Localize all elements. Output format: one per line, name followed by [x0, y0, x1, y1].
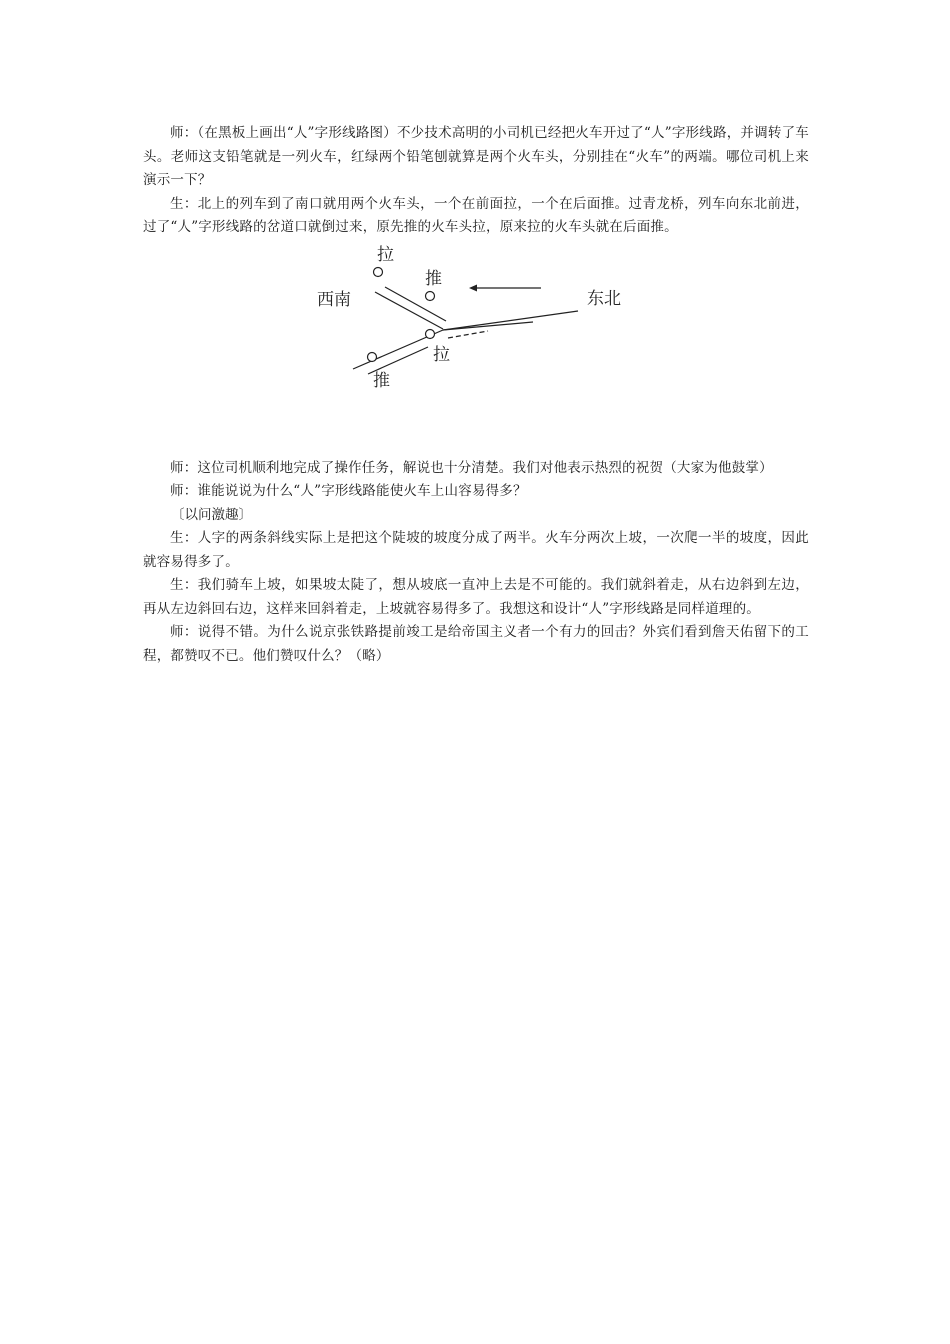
lower-pull-label: 拉: [433, 344, 450, 365]
upper-push-locomotive-icon: [426, 291, 435, 300]
railway-diagram-svg: [303, 242, 633, 442]
upper-branch-line-b: [385, 287, 446, 321]
document-page: [143, 122, 809, 668]
lower-push-locomotive-icon: [368, 352, 377, 361]
southwest-label: 西南: [317, 289, 351, 310]
trunk-dashed-line: [448, 331, 488, 338]
upper-pull-label: 拉: [377, 244, 394, 265]
paragraph-student-3: 生：我们骑车上坡，如果坡太陡了，想从坡底一直冲上去是不可能的。我们就斜着走，从右边斜到左边，再从左边斜回右边，这样来回斜着走，上坡就容易得多了。我想这和设计“人”字形线路是同样道理的。: [143, 577, 809, 617]
railway-diagram: [143, 242, 809, 452]
direction-arrowhead: [469, 284, 477, 291]
paragraph-teacher-2: 师：这位司机顺利地完成了操作任务，解说也十分清楚。我们对他表示热烈的祝贺（大家为他鼓掌）: [170, 459, 773, 476]
trunk-line: [443, 311, 578, 330]
lower-pull-locomotive-icon: [426, 329, 435, 338]
annotation-note: 〔以问激趣〕: [171, 506, 252, 523]
paragraph-teacher-4: 师：说得不错。为什么说京张铁路提前竣工是给帝国主义者一个有力的回击？外宾们看到詹天佑留下的工程，都赞叹不已。他们赞叹什么？（略）: [143, 624, 809, 664]
paragraph-student-1: 生：北上的列车到了南口就用两个火车头，一个在前面拉，一个在后面推。过青龙桥，列车向东北前进，过了“人”字形线路的岔道口就倒过来，原先推的火车头拉，原来拉的火车头就在后面推。: [143, 195, 809, 235]
upper-pull-locomotive-icon: [374, 267, 383, 276]
paragraph-teacher-1: 师：（在黑板上画出“人”字形线路图）不少技术高明的小司机已经把火车开过了“人”字形线路，并调转了车头。老师这支铅笔就是一列火车，红绿两个铅笔刨就算是两个火车头，分别挂在“火车”的两端。哪位司机上来演示一下？: [143, 125, 809, 188]
paragraph-teacher-3: 师：谁能说说为什么“人”字形线路能使火车上山容易得多？: [170, 483, 527, 499]
lower-branch-line-b: [368, 347, 428, 374]
upper-push-label: 推: [425, 268, 442, 289]
northeast-label: 东北: [587, 288, 621, 309]
paragraph-student-2: 生：人字的两条斜线实际上是把这个陡坡的坡度分成了两半。火车分两次上坡，一次爬一半的坡度，因此就容易得多了。: [143, 530, 809, 570]
lower-push-label: 推: [373, 370, 390, 391]
